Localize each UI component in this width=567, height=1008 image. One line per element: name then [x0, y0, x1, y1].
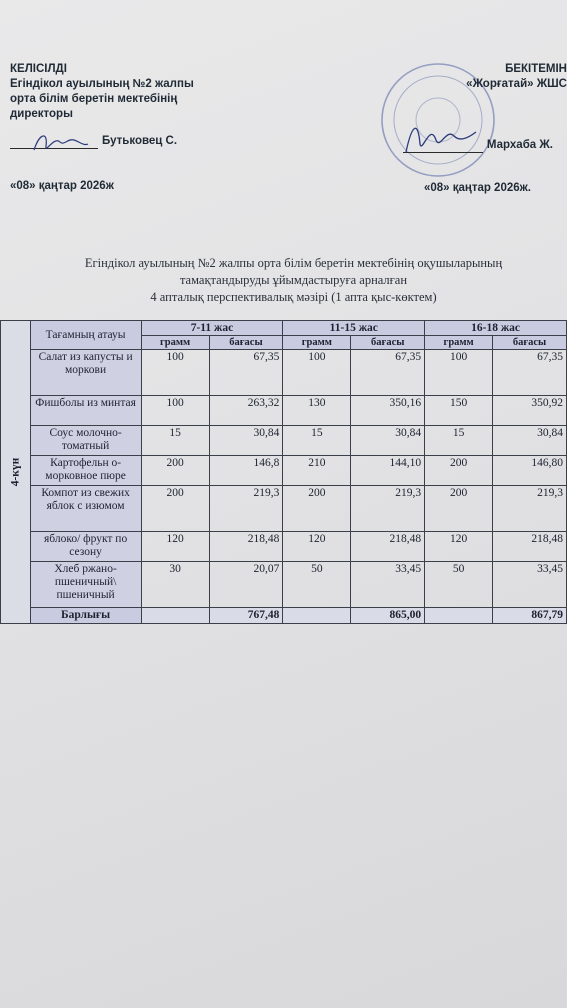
- total-label: Барлығы: [30, 608, 141, 624]
- approved-block: [357, 62, 567, 196]
- agreed-line-3: директоры: [10, 108, 73, 120]
- price-cell: 350,16: [351, 396, 425, 426]
- total-row: [1, 608, 567, 624]
- gram-cell: 200: [425, 486, 493, 532]
- approved-signer: Мархаба Ж.: [486, 139, 553, 151]
- gram-cell: 50: [283, 562, 351, 608]
- empty-cell: [141, 608, 209, 624]
- gram-cell: 200: [141, 486, 209, 532]
- price-cell: 33,45: [493, 562, 567, 608]
- table-row: [1, 350, 567, 396]
- day-label-cell: [1, 321, 31, 624]
- empty-cell: [425, 608, 493, 624]
- table-row: [1, 396, 567, 426]
- menu-heading: [20, 255, 567, 306]
- column-header-price: бағасы: [209, 336, 283, 350]
- price-cell: 67,35: [493, 350, 567, 396]
- price-cell: 146,80: [493, 456, 567, 486]
- column-header-age: 16-18 жас: [425, 321, 567, 336]
- price-cell: 144,10: [351, 456, 425, 486]
- table-row: [1, 562, 567, 608]
- price-cell: 30,84: [209, 426, 283, 456]
- price-cell: 30,84: [351, 426, 425, 456]
- price-cell: 67,35: [209, 350, 283, 396]
- gram-cell: 120: [141, 532, 209, 562]
- price-cell: 33,45: [351, 562, 425, 608]
- gram-cell: 130: [283, 396, 351, 426]
- dish-name: Фишболы из минтая: [30, 396, 141, 426]
- dish-name: яблоко/ фрукт по сезону: [30, 532, 141, 562]
- empty-cell: [283, 608, 351, 624]
- column-header-gram: грамм: [141, 336, 209, 350]
- handwritten-signature-icon: [30, 128, 90, 158]
- approved-title: БЕКІТЕМІН: [505, 63, 567, 75]
- gram-cell: 100: [141, 396, 209, 426]
- dish-name: Картофельн о-морковное пюре: [30, 456, 141, 486]
- price-cell: 67,35: [351, 350, 425, 396]
- column-header-gram: грамм: [425, 336, 493, 350]
- table-header-row: [1, 321, 567, 336]
- approved-signature-line: [357, 138, 567, 153]
- agreed-date: «08» қаңтар 2026ж: [10, 180, 114, 192]
- heading-line-2: тамақтандыруды ұйымдастыруға арналған: [179, 273, 408, 287]
- signature-underline: [403, 142, 483, 153]
- total-price: 865,00: [351, 608, 425, 624]
- gram-cell: 15: [425, 426, 493, 456]
- menu-table-container: [0, 320, 567, 624]
- heading-line-1: Егіндікол ауылының №2 жалпы орта білім беретін мектебінің оқушыларының: [84, 256, 503, 270]
- price-cell: 20,07: [209, 562, 283, 608]
- table-row: [1, 456, 567, 486]
- approved-org: «Жорғатай» ЖШС: [466, 78, 567, 90]
- gram-cell: 100: [425, 350, 493, 396]
- price-cell: 218,48: [209, 532, 283, 562]
- dish-name: Хлеб ржано-пшеничный\ пшеничный: [30, 562, 141, 608]
- table-row: [1, 532, 567, 562]
- column-header-age: 11-15 жас: [283, 321, 425, 336]
- column-header-price: бағасы: [351, 336, 425, 350]
- column-header-price: бағасы: [493, 336, 567, 350]
- heading-line-3: 4 апталық перспективалық мәзірі (1 апта қыс-көктем): [150, 290, 437, 304]
- table-row: [1, 426, 567, 456]
- price-cell: 218,48: [351, 532, 425, 562]
- column-header-gram: грамм: [283, 336, 351, 350]
- gram-cell: 210: [283, 456, 351, 486]
- price-cell: 30,84: [493, 426, 567, 456]
- gram-cell: 200: [141, 456, 209, 486]
- table-row: [1, 486, 567, 532]
- total-price: 767,48: [209, 608, 283, 624]
- gram-cell: 100: [141, 350, 209, 396]
- gram-cell: 15: [141, 426, 209, 456]
- agreed-line-1: Егіндікол ауылының №2 жалпы: [10, 78, 194, 90]
- total-price: 867,79: [493, 608, 567, 624]
- price-cell: 219,3: [493, 486, 567, 532]
- column-header-age: 7-11 жас: [141, 321, 283, 336]
- dish-name: Салат из капусты и моркови: [30, 350, 141, 396]
- gram-cell: 15: [283, 426, 351, 456]
- gram-cell: 200: [425, 456, 493, 486]
- price-cell: 219,3: [209, 486, 283, 532]
- agreed-line-2: орта білім беретін мектебінің: [10, 93, 178, 105]
- dish-name: Компот из свежих яблок с изюмом: [30, 486, 141, 532]
- gram-cell: 100: [283, 350, 351, 396]
- agreed-signer: Бутьковец С.: [102, 135, 178, 147]
- gram-cell: 120: [283, 532, 351, 562]
- menu-table: [0, 320, 567, 624]
- gram-cell: 150: [425, 396, 493, 426]
- price-cell: 218,48: [493, 532, 567, 562]
- price-cell: 219,3: [351, 486, 425, 532]
- day-label: 4-күн: [9, 457, 22, 487]
- price-cell: 146,8: [209, 456, 283, 486]
- price-cell: 350,92: [493, 396, 567, 426]
- gram-cell: 200: [283, 486, 351, 532]
- approved-date: «08» қаңтар 2026ж.: [423, 182, 531, 194]
- price-cell: 263,32: [209, 396, 283, 426]
- gram-cell: 120: [425, 532, 493, 562]
- agreed-title: КЕЛІСІЛДІ: [10, 63, 67, 75]
- gram-cell: 50: [425, 562, 493, 608]
- column-header-name: Тағамның атауы: [30, 321, 141, 350]
- dish-name: Соус молочно-томатный: [30, 426, 141, 456]
- gram-cell: 30: [141, 562, 209, 608]
